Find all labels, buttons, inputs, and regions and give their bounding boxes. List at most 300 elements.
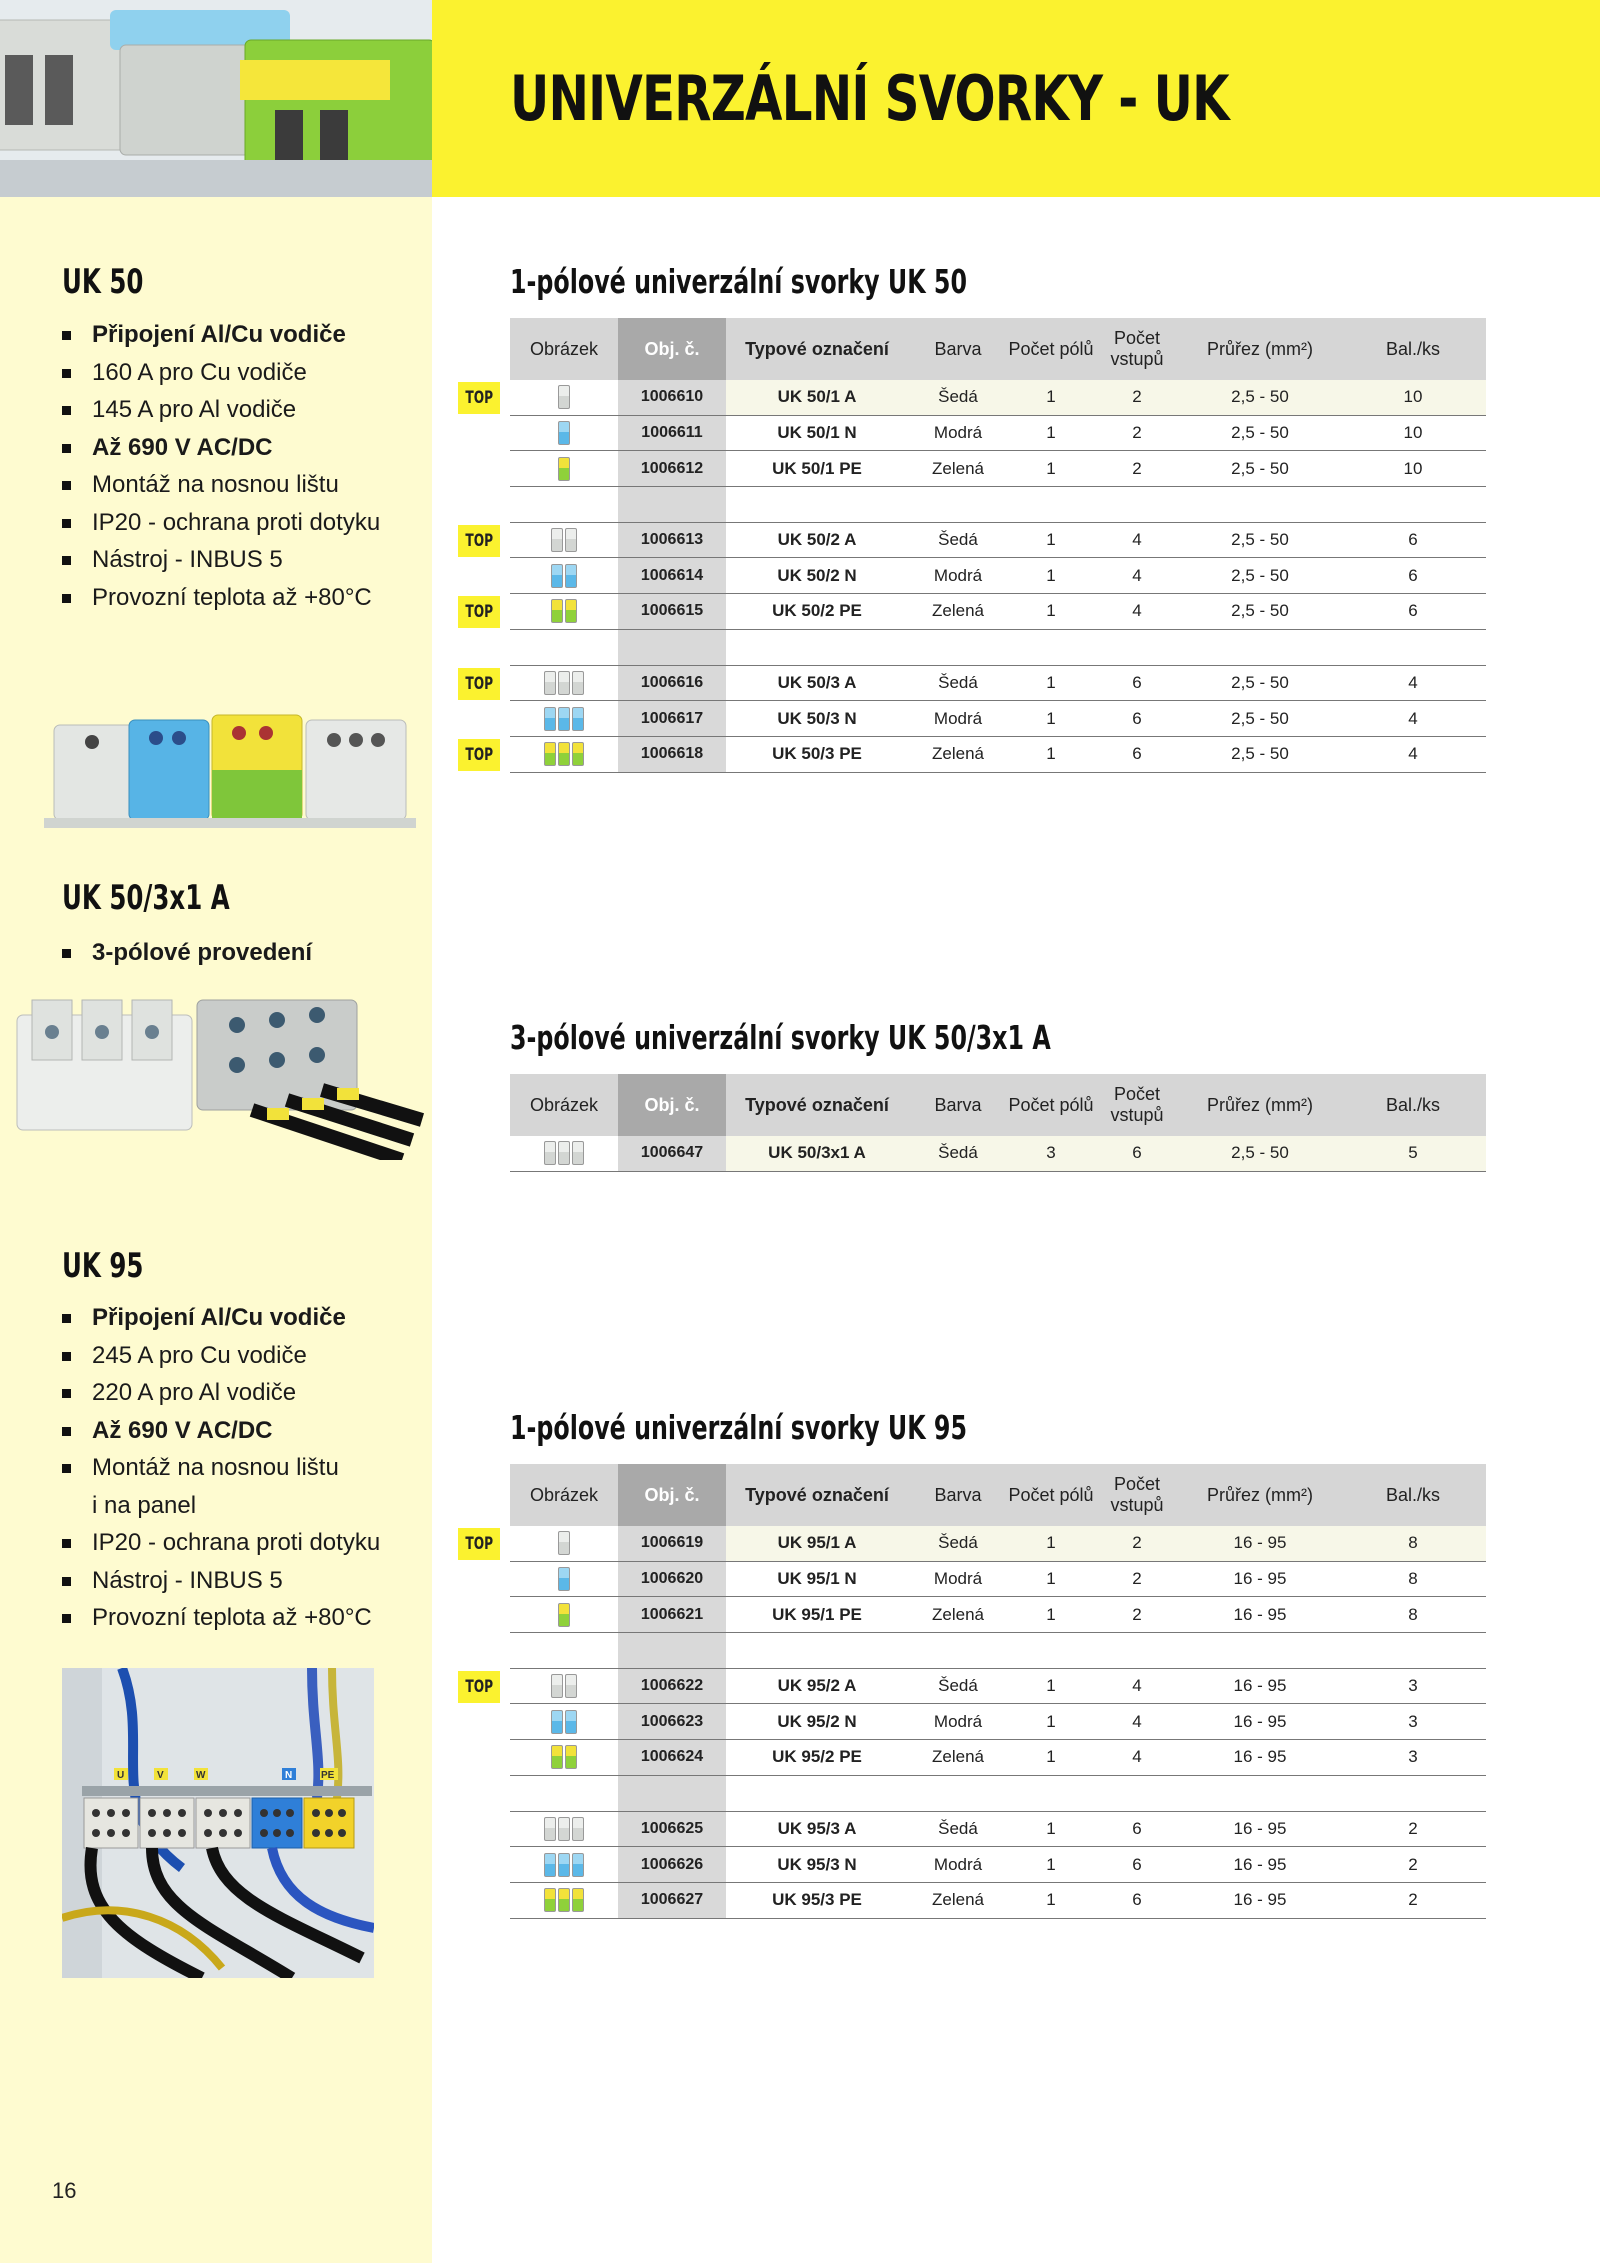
panel-installation-illustration <box>62 1668 374 1978</box>
feature-item: Až 690 V AC/DC <box>62 1412 380 1450</box>
terminal-blocks-illustration <box>0 0 432 197</box>
cell-type: UK 50/3 PE <box>772 744 862 764</box>
column-header-pack: Bal./ks <box>1385 338 1441 359</box>
product-thumbnail <box>510 1812 618 1847</box>
table-header <box>510 1074 1486 1136</box>
cell-obj: 1006614 <box>618 558 726 593</box>
cell-obj: 1006627 <box>618 1883 726 1918</box>
cell-inputs: 6 <box>1132 708 1142 728</box>
page-number: 16 <box>52 2178 77 2203</box>
cell-pack: 6 <box>1408 530 1418 550</box>
empty-cell <box>1340 1776 1486 1811</box>
cell-poles: 1 <box>1046 1818 1056 1838</box>
top-badge-label: TOP <box>465 602 493 623</box>
terminal-thumbnail-icon <box>551 1708 577 1736</box>
cell-pack: 2 <box>1408 1854 1418 1874</box>
feature-item: 3-pólové provedení <box>62 934 312 972</box>
empty-cell <box>1094 1776 1180 1811</box>
terminal-thumbnail-icon <box>558 383 570 411</box>
cell-poles: 1 <box>1046 601 1056 621</box>
empty-cell <box>618 1633 726 1668</box>
terminal-thumbnail-icon <box>558 1601 570 1629</box>
table-uk95-title: 1-pólové univerzální svorky UK 95 <box>510 1408 967 1447</box>
table-row <box>465 737 1486 773</box>
product-thumbnail <box>510 380 618 415</box>
cell-color: Modrá <box>933 1569 983 1589</box>
table-spacer-row <box>510 630 1486 666</box>
cell-obj: 1006618 <box>618 737 726 772</box>
three-pole-terminal-illustration <box>12 990 432 1160</box>
cell-inputs: 2 <box>1132 1569 1142 1589</box>
empty-cell <box>510 630 618 665</box>
cell-pack: 8 <box>1408 1569 1418 1589</box>
feature-item: Až 690 V AC/DC <box>62 429 380 467</box>
feature-item: Nástroj - INBUS 5 <box>62 1562 380 1600</box>
column-header-section: Průřez (mm²) <box>1207 1094 1313 1115</box>
cell-obj: 1006647 <box>618 1136 726 1171</box>
column-header-inputs: Počet vstupů <box>1110 328 1164 369</box>
column-header-section: Průřez (mm²) <box>1207 1484 1313 1505</box>
cell-type: UK 95/2 PE <box>772 1747 862 1767</box>
empty-cell <box>726 487 908 522</box>
column-header-obj: Obj. č. <box>618 318 726 380</box>
cell-poles: 1 <box>1008 380 1094 415</box>
cell-poles: 1 <box>1046 565 1056 585</box>
product-thumbnail <box>510 1669 618 1704</box>
cell-type: UK 95/2 A <box>777 1676 857 1696</box>
cell-obj: 1006626 <box>618 1847 726 1882</box>
cell-inputs: 6 <box>1132 672 1142 692</box>
top-badge-label: TOP <box>465 744 493 765</box>
cell-color: Modrá <box>933 565 983 585</box>
column-header-poles: Počet pólů <box>1008 338 1094 359</box>
top-badge-label: TOP <box>465 673 493 694</box>
cell-color: Zelená <box>932 601 984 621</box>
top-badge <box>458 382 500 414</box>
cell-obj: 1006619 <box>618 1526 726 1561</box>
cell-section: 16 - 95 <box>1180 1526 1340 1561</box>
table-row <box>465 380 1486 416</box>
feature-item: 245 A pro Cu vodiče <box>62 1337 380 1375</box>
cell-section: 16 - 95 <box>1233 1569 1287 1589</box>
cell-section: 16 - 95 <box>1233 1818 1287 1838</box>
uk50-product-photo <box>44 700 416 840</box>
cell-type: UK 95/3 PE <box>772 1890 862 1910</box>
cell-color: Šedá <box>908 1136 1008 1171</box>
product-thumbnail <box>510 701 618 736</box>
cell-section: 2,5 - 50 <box>1231 708 1289 728</box>
cell-inputs: 6 <box>1132 1818 1142 1838</box>
cell-pack: 10 <box>1403 458 1423 478</box>
cell-pack: 3 <box>1408 1747 1418 1767</box>
terminal-thumbnail-icon <box>544 705 584 733</box>
cell-color: Šedá <box>938 672 978 692</box>
terminal-thumbnail-icon <box>544 1851 584 1879</box>
cell-poles: 1 <box>1008 1526 1094 1561</box>
feature-item: 220 A pro Al vodiče <box>62 1374 380 1412</box>
cell-type: UK 95/3 A <box>777 1818 857 1838</box>
table-row <box>510 1704 1486 1740</box>
phase-label-u: U <box>117 1770 125 1781</box>
cell-inputs: 4 <box>1132 1676 1142 1696</box>
table-row <box>510 1562 1486 1598</box>
empty-cell <box>510 1776 618 1811</box>
cell-inputs: 2 <box>1132 458 1142 478</box>
cell-pack: 4 <box>1408 672 1418 692</box>
uk95-heading: UK 95 <box>62 1246 144 1286</box>
empty-cell <box>618 630 726 665</box>
cell-poles: 1 <box>1046 1604 1056 1624</box>
cell-color: Šedá <box>908 1526 1008 1561</box>
cell-type: UK 50/2 PE <box>772 601 862 621</box>
empty-cell <box>1180 487 1340 522</box>
phase-label-pe: PE <box>321 1770 335 1781</box>
table-row <box>510 1812 1486 1848</box>
product-thumbnail <box>510 558 618 593</box>
column-header-type: Typové označení <box>745 338 889 359</box>
empty-cell <box>1340 1633 1486 1668</box>
cell-inputs: 6 <box>1132 1854 1142 1874</box>
empty-cell <box>1094 630 1180 665</box>
cell-inputs: 4 <box>1132 601 1142 621</box>
table-row <box>465 666 1486 702</box>
cell-poles: 1 <box>1046 458 1056 478</box>
table-spacer-row <box>510 487 1486 523</box>
cell-type: UK 50/3x1 A <box>726 1136 908 1171</box>
cell-type: UK 95/1 A <box>726 1526 908 1561</box>
cell-obj: 1006622 <box>618 1669 726 1704</box>
cell-pack: 6 <box>1408 565 1418 585</box>
feature-item: IP20 - ochrana proti dotyku <box>62 1524 380 1562</box>
empty-cell <box>1008 630 1094 665</box>
table-row <box>510 416 1486 452</box>
cell-color: Šedá <box>938 1676 978 1696</box>
top-badge <box>458 1528 500 1560</box>
cell-section: 2,5 - 50 <box>1231 458 1289 478</box>
terminal-thumbnail-icon <box>558 455 570 483</box>
top-badge-label: TOP <box>465 388 493 408</box>
empty-cell <box>1008 1776 1094 1811</box>
cell-obj: 1006617 <box>618 701 726 736</box>
empty-cell <box>618 487 726 522</box>
cell-inputs: 6 <box>1132 1890 1142 1910</box>
column-header-poles: Počet pólů <box>1008 1484 1094 1505</box>
cell-type: UK 50/3 A <box>777 672 857 692</box>
column-header-img: Obrázek <box>529 1484 599 1505</box>
cell-color: Šedá <box>938 1818 978 1838</box>
product-thumbnail <box>510 737 618 772</box>
empty-cell <box>510 487 618 522</box>
product-thumbnail <box>510 1526 618 1561</box>
cell-type: UK 50/2 N <box>777 565 857 585</box>
table-row <box>465 1669 1486 1705</box>
feature-item: i na panel <box>92 1491 197 1519</box>
cell-type: UK 50/1 A <box>726 380 908 415</box>
product-thumbnail <box>510 523 618 558</box>
top-badge <box>458 739 500 771</box>
cell-obj: 1006625 <box>618 1812 726 1847</box>
table-uk95 <box>465 1464 1486 1919</box>
uk503-feature-list <box>62 934 312 972</box>
column-header-color: Barva <box>934 338 982 359</box>
cell-poles: 1 <box>1046 1890 1056 1910</box>
feature-item: IP20 - ochrana proti dotyku <box>62 504 380 542</box>
table-row <box>510 1883 1486 1919</box>
table-row <box>510 1847 1486 1883</box>
cell-obj: 1006615 <box>618 594 726 629</box>
cell-obj: 1006620 <box>618 1562 726 1597</box>
uk503-heading: UK 50/3x1 A <box>62 878 230 918</box>
cell-pack: 3 <box>1408 1676 1418 1696</box>
column-header-obj: Obj. č. <box>618 1074 726 1136</box>
cell-obj: 1006612 <box>618 451 726 486</box>
cell-section: 16 - 95 <box>1233 1676 1287 1696</box>
cell-pack: 2 <box>1408 1818 1418 1838</box>
hero-product-photo <box>0 0 432 197</box>
page-title: UNIVERZÁLNÍ SVORKY - UK <box>510 62 1229 135</box>
table-row <box>465 594 1486 630</box>
cell-color: Zelená <box>932 1747 984 1767</box>
cell-poles: 3 <box>1008 1136 1094 1171</box>
empty-cell <box>1180 1633 1340 1668</box>
column-header-type: Typové označení <box>745 1484 889 1505</box>
cell-poles: 1 <box>1046 423 1056 443</box>
terminal-thumbnail-icon <box>551 1672 577 1700</box>
cell-type: UK 95/3 N <box>777 1854 857 1874</box>
phase-label-v: V <box>157 1770 164 1781</box>
cell-section: 2,5 - 50 <box>1231 423 1289 443</box>
cell-color: Zelená <box>932 744 984 764</box>
table-row <box>510 1597 1486 1633</box>
column-header-section: Průřez (mm²) <box>1207 338 1313 359</box>
terminal-thumbnail-icon <box>544 1886 584 1914</box>
cell-poles: 1 <box>1046 672 1056 692</box>
column-header-color: Barva <box>934 1484 982 1505</box>
cell-section: 2,5 - 50 <box>1231 672 1289 692</box>
table-uk50 <box>465 318 1486 773</box>
top-badge <box>458 525 500 557</box>
cell-inputs: 6 <box>1132 744 1142 764</box>
cell-type: UK 95/2 N <box>777 1711 857 1731</box>
top-badge-label: TOP <box>465 530 493 551</box>
cell-poles: 1 <box>1046 1676 1056 1696</box>
phase-label-w: W <box>196 1770 206 1781</box>
terminal-thumbnail-icon <box>551 597 577 625</box>
column-header-obj: Obj. č. <box>618 1464 726 1526</box>
cell-pack: 5 <box>1340 1136 1486 1171</box>
feature-item: Montáž na nosnou lištu <box>62 1449 380 1487</box>
cell-obj: 1006613 <box>618 523 726 558</box>
table-row <box>465 523 1486 559</box>
cell-inputs: 6 <box>1094 1136 1180 1171</box>
empty-cell <box>618 1776 726 1811</box>
column-header-color: Barva <box>934 1094 982 1115</box>
terminal-thumbnail-icon <box>544 1139 584 1167</box>
terminal-thumbnail-icon <box>551 1743 577 1771</box>
cell-type: UK 50/1 PE <box>772 458 862 478</box>
cell-inputs: 2 <box>1132 423 1142 443</box>
product-thumbnail <box>510 1562 618 1597</box>
cell-section: 16 - 95 <box>1233 1604 1287 1624</box>
cell-type: UK 95/1 N <box>777 1569 857 1589</box>
top-badge <box>458 1671 500 1703</box>
cell-color: Šedá <box>908 380 1008 415</box>
column-header-pack: Bal./ks <box>1385 1484 1441 1505</box>
product-thumbnail <box>510 1597 618 1632</box>
terminal-thumbnail-icon <box>544 669 584 697</box>
cell-poles: 1 <box>1046 530 1056 550</box>
empty-cell <box>908 630 1008 665</box>
top-badge-label: TOP <box>465 1534 493 1554</box>
product-thumbnail <box>510 416 618 451</box>
table-header <box>510 1464 1486 1526</box>
phase-label-n: N <box>285 1770 293 1781</box>
top-badge-label: TOP <box>465 1676 493 1697</box>
cell-pack: 8 <box>1340 1526 1486 1561</box>
cell-section: 2,5 - 50 <box>1180 380 1340 415</box>
terminal-thumbnail-icon <box>551 526 577 554</box>
cell-inputs: 2 <box>1132 1604 1142 1624</box>
terminal-thumbnail-icon <box>558 1529 570 1557</box>
product-thumbnail <box>510 1847 618 1882</box>
cell-section: 16 - 95 <box>1233 1854 1287 1874</box>
table-row <box>465 1526 1486 1562</box>
cell-pack: 10 <box>1403 423 1423 443</box>
cell-pack: 10 <box>1340 380 1486 415</box>
feature-item: Připojení Al/Cu vodiče <box>62 1299 380 1337</box>
product-thumbnail <box>510 1740 618 1775</box>
cell-pack: 2 <box>1408 1890 1418 1910</box>
empty-cell <box>1180 1776 1340 1811</box>
column-header-img: Obrázek <box>529 1094 599 1115</box>
empty-cell <box>1180 630 1340 665</box>
cell-inputs: 4 <box>1132 565 1142 585</box>
cell-section: 2,5 - 50 <box>1231 565 1289 585</box>
cell-inputs: 2 <box>1094 380 1180 415</box>
cell-section: 2,5 - 50 <box>1180 1136 1340 1171</box>
cell-obj: 1006611 <box>618 416 726 451</box>
cell-pack: 4 <box>1408 744 1418 764</box>
cell-color: Zelená <box>932 458 984 478</box>
uk503-product-photo <box>12 990 432 1160</box>
column-header-img: Obrázek <box>529 338 599 359</box>
empty-cell <box>726 1633 908 1668</box>
column-header-inputs: Počet vstupů <box>1110 1474 1164 1515</box>
table-row <box>510 1740 1486 1776</box>
empty-cell <box>908 1633 1008 1668</box>
empty-cell <box>908 487 1008 522</box>
product-thumbnail <box>510 594 618 629</box>
cell-inputs: 4 <box>1132 1711 1142 1731</box>
product-thumbnail <box>510 451 618 486</box>
table-uk503-title: 3-pólové univerzální svorky UK 50/3x1 A <box>510 1018 1051 1057</box>
uk95-installation-photo <box>62 1668 374 1978</box>
empty-cell <box>908 1776 1008 1811</box>
cell-type: UK 50/1 N <box>777 423 857 443</box>
feature-item: Připojení Al/Cu vodiče <box>62 316 380 354</box>
feature-item: 145 A pro Al vodiče <box>62 391 380 429</box>
top-badge <box>458 596 500 628</box>
empty-cell <box>510 1633 618 1668</box>
cell-color: Modrá <box>933 708 983 728</box>
uk50-heading: UK 50 <box>62 262 144 302</box>
feature-item: Provozní teplota až +80°C <box>62 579 380 617</box>
cell-poles: 1 <box>1046 708 1056 728</box>
feature-item: Montáž na nosnou lištu <box>62 466 380 504</box>
cell-inputs: 4 <box>1132 1747 1142 1767</box>
empty-cell <box>726 630 908 665</box>
uk95-feature-list <box>62 1299 380 1637</box>
empty-cell <box>1008 487 1094 522</box>
terminal-thumbnail-icon <box>551 562 577 590</box>
empty-cell <box>726 1776 908 1811</box>
product-thumbnail <box>510 666 618 701</box>
cell-poles: 1 <box>1046 1747 1056 1767</box>
cell-section: 16 - 95 <box>1233 1890 1287 1910</box>
cell-color: Modrá <box>933 423 983 443</box>
table-spacer-row <box>510 1633 1486 1669</box>
column-header-pack: Bal./ks <box>1385 1094 1441 1115</box>
cell-color: Modrá <box>933 1854 983 1874</box>
cell-pack: 4 <box>1408 708 1418 728</box>
cell-poles: 1 <box>1046 744 1056 764</box>
table-row <box>510 451 1486 487</box>
cell-color: Modrá <box>933 1711 983 1731</box>
cell-pack: 3 <box>1408 1711 1418 1731</box>
cell-color: Zelená <box>932 1604 984 1624</box>
cell-poles: 1 <box>1046 1854 1056 1874</box>
column-header-poles: Počet pólů <box>1008 1094 1094 1115</box>
cell-pack: 8 <box>1408 1604 1418 1624</box>
product-thumbnail <box>510 1883 618 1918</box>
cell-poles: 1 <box>1046 1569 1056 1589</box>
table-spacer-row <box>510 1776 1486 1812</box>
cell-pack: 6 <box>1408 601 1418 621</box>
table-header <box>510 318 1486 380</box>
empty-cell <box>1094 1633 1180 1668</box>
column-header-inputs: Počet vstupů <box>1110 1084 1164 1125</box>
feature-item: Provozní teplota až +80°C <box>62 1599 380 1637</box>
empty-cell <box>1340 630 1486 665</box>
terminal-thumbnail-icon <box>544 740 584 768</box>
cell-type: UK 95/1 PE <box>772 1604 862 1624</box>
cell-obj: 1006616 <box>618 666 726 701</box>
table-row <box>510 701 1486 737</box>
cell-color: Šedá <box>938 530 978 550</box>
cell-section: 16 - 95 <box>1233 1711 1287 1731</box>
cell-type: UK 50/3 N <box>777 708 857 728</box>
cell-inputs: 4 <box>1132 530 1142 550</box>
cell-color: Zelená <box>932 1890 984 1910</box>
column-header-type: Typové označení <box>745 1094 889 1115</box>
table-row <box>510 1136 1486 1172</box>
empty-cell <box>1008 1633 1094 1668</box>
cell-section: 2,5 - 50 <box>1231 601 1289 621</box>
terminal-row-illustration <box>44 700 416 840</box>
empty-cell <box>1094 487 1180 522</box>
cell-obj: 1006621 <box>618 1597 726 1632</box>
cell-section: 16 - 95 <box>1233 1747 1287 1767</box>
cell-obj: 1006624 <box>618 1740 726 1775</box>
terminal-thumbnail-icon <box>558 419 570 447</box>
feature-item: 160 A pro Cu vodiče <box>62 354 380 392</box>
cell-inputs: 2 <box>1094 1526 1180 1561</box>
cell-type: UK 50/2 A <box>777 530 857 550</box>
cell-section: 2,5 - 50 <box>1231 530 1289 550</box>
table-uk50-title: 1-pólové univerzální svorky UK 50 <box>510 262 967 301</box>
terminal-thumbnail-icon <box>544 1815 584 1843</box>
cell-obj: 1006623 <box>618 1704 726 1739</box>
